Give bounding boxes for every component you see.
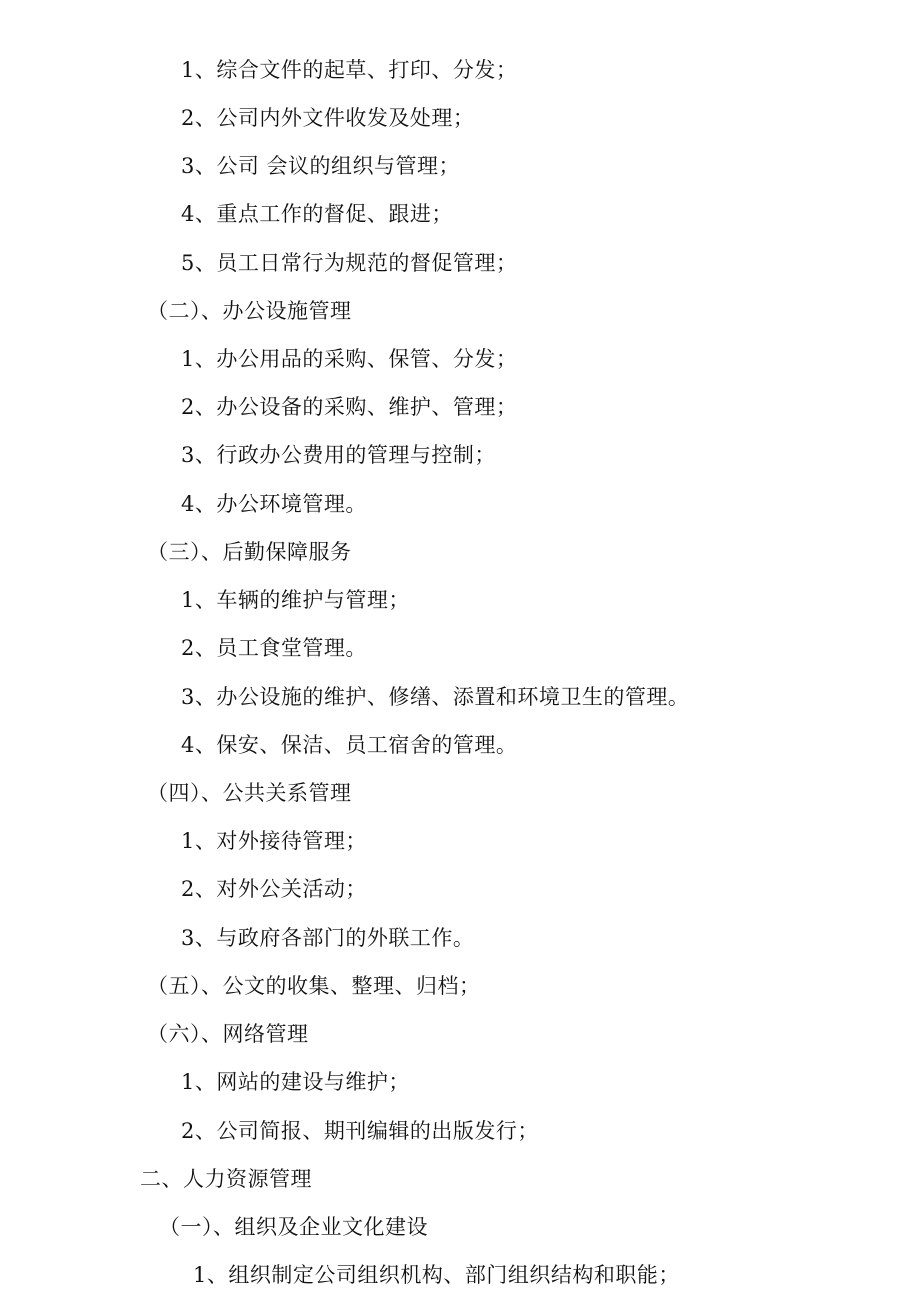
section-heading: （三）、后勤保障服务 [147, 540, 352, 564]
section-heading: （四）、公共关系管理 [147, 781, 352, 805]
list-item: 3、公司 会议的组织与管理； [181, 154, 461, 178]
chapter-heading: 二、人力资源管理 [140, 1167, 312, 1191]
list-item: 3、行政办公费用的管理与控制； [181, 443, 496, 467]
list-item: 1、组织制定公司组织机构、部门组织结构和职能； [193, 1263, 680, 1287]
list-item: 4、保安、保洁、员工宿舍的管理。 [181, 733, 518, 757]
list-item: 1、综合文件的起草、打印、分发； [181, 58, 518, 82]
list-item: 5、员工日常行为规范的督促管理； [181, 251, 518, 275]
list-item: 1、车辆的维护与管理； [181, 588, 410, 612]
list-item: 1、网站的建设与维护； [181, 1070, 410, 1094]
list-item: 2、员工食堂管理。 [181, 636, 367, 660]
section-heading: （五）、公文的收集、整理、归档； [147, 974, 481, 998]
list-item: 3、与政府各部门的外联工作。 [181, 926, 475, 950]
list-item: 1、对外接待管理； [181, 829, 367, 853]
list-item: 1、办公用品的采购、保管、分发； [181, 347, 518, 371]
list-item: 2、公司简报、期刊编辑的出版发行； [181, 1119, 539, 1143]
list-item: 3、办公设施的维护、修缮、添置和环境卫生的管理。 [181, 685, 690, 709]
list-item: 4、重点工作的督促、跟进； [181, 202, 453, 226]
list-item: 4、办公环境管理。 [181, 492, 367, 516]
list-item: 2、对外公关活动； [181, 877, 367, 901]
section-heading: （六）、网络管理 [147, 1022, 309, 1046]
list-item: 2、公司内外文件收发及处理； [181, 106, 475, 130]
section-heading: （二）、办公设施管理 [147, 299, 352, 323]
section-heading: （一）、组织及企业文化建设 [159, 1215, 428, 1239]
list-item: 2、办公设备的采购、维护、管理； [181, 395, 518, 419]
